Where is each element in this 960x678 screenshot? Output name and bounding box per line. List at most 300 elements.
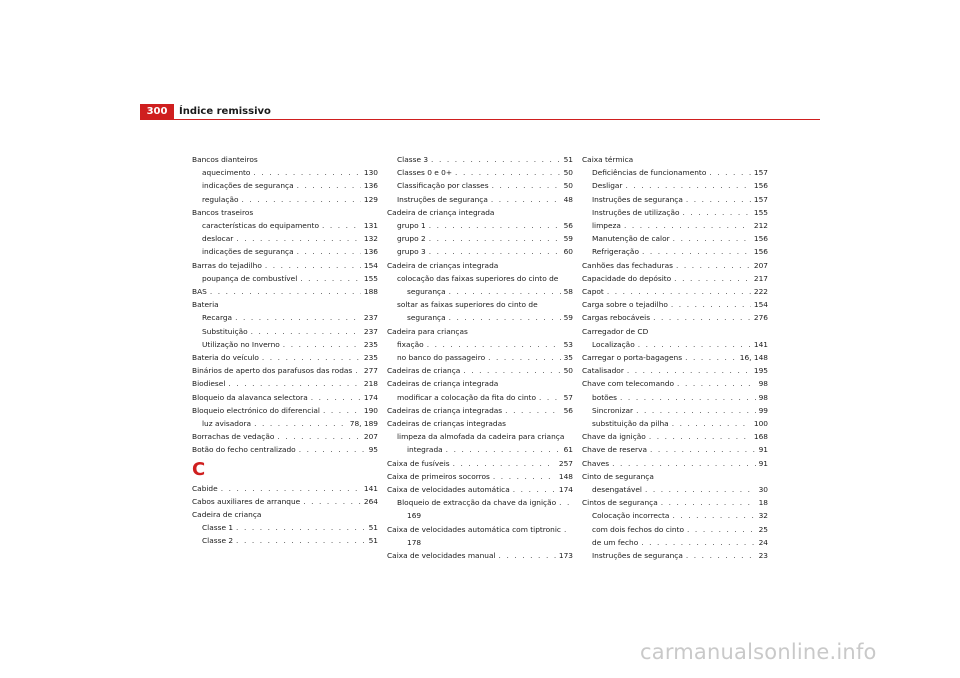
leader-dots bbox=[431, 153, 561, 166]
entry-page: 130 bbox=[363, 168, 378, 178]
index-entry bbox=[192, 391, 378, 404]
index-entry bbox=[582, 377, 768, 390]
entry-text: limpeza bbox=[592, 221, 621, 231]
entry-page: 136 bbox=[363, 247, 378, 257]
index-subentry bbox=[387, 443, 573, 456]
entry-page: 276 bbox=[753, 313, 768, 323]
entry-page: 56 bbox=[563, 221, 573, 231]
leader-dots bbox=[299, 443, 366, 456]
index-entry bbox=[192, 285, 378, 298]
entry-page: 30 bbox=[758, 485, 768, 495]
entry-page: 61 bbox=[563, 445, 573, 455]
leader-dots bbox=[429, 245, 561, 258]
index-subentry bbox=[582, 417, 768, 430]
leader-dots bbox=[636, 404, 756, 417]
entry-page: 157 bbox=[753, 168, 768, 178]
entry-text: Catalisador bbox=[582, 366, 624, 376]
entry-page: 156 bbox=[753, 181, 768, 191]
entry-page: 154 bbox=[363, 260, 378, 270]
leader-dots bbox=[311, 391, 361, 404]
entry-text: Colocação incorrecta bbox=[592, 511, 670, 521]
leader-dots bbox=[564, 523, 570, 536]
entry-text: limpeza da almofada da cadeira para criança bbox=[397, 432, 565, 442]
entry-page: 100 bbox=[753, 419, 768, 429]
index-subentry bbox=[387, 245, 573, 258]
index-subentry bbox=[192, 193, 378, 206]
entry-text: Localização bbox=[592, 339, 635, 349]
index-entry bbox=[192, 351, 378, 364]
index-subentry bbox=[582, 338, 768, 351]
index-entry bbox=[387, 470, 573, 483]
entry-page: 50 bbox=[563, 168, 573, 178]
entry-text: Substituição bbox=[202, 326, 248, 336]
leader-dots bbox=[323, 404, 361, 417]
entry-text: Chave de reserva bbox=[582, 445, 647, 455]
entry-page: 59 bbox=[563, 313, 573, 323]
entry-text: Refrigeração bbox=[592, 247, 639, 257]
entry-text: com dois fechos do cinto bbox=[592, 524, 685, 534]
index-subentry bbox=[387, 430, 573, 443]
leader-dots bbox=[645, 483, 756, 496]
leader-dots bbox=[513, 483, 556, 496]
entry-text: Cadeira de crianças integrada bbox=[387, 260, 499, 270]
index-subentry bbox=[582, 179, 768, 192]
entry-text: Carregar o porta-bagagens bbox=[582, 353, 683, 363]
index-entry bbox=[192, 508, 378, 521]
index-entry bbox=[582, 325, 768, 338]
index-subentry bbox=[582, 219, 768, 232]
entry-page: 78, 189 bbox=[349, 419, 378, 429]
index-entry bbox=[192, 482, 378, 495]
index-subentry bbox=[582, 483, 768, 496]
entry-page: 50 bbox=[563, 181, 573, 191]
entry-text: grupo 3 bbox=[397, 247, 426, 257]
entry-text: poupança de combustível bbox=[202, 273, 298, 283]
entry-page: 50 bbox=[563, 366, 573, 376]
entry-text: Cintos de segurança bbox=[582, 498, 658, 508]
index-subentry bbox=[387, 219, 573, 232]
index-subentry bbox=[387, 311, 573, 324]
entry-page: 91 bbox=[758, 445, 768, 455]
entry-text: Classe 2 bbox=[202, 536, 234, 546]
entry-page: 141 bbox=[753, 339, 768, 349]
entry-text: Botão do fecho centralizado bbox=[192, 445, 296, 455]
index-entry bbox=[192, 206, 378, 219]
leader-dots bbox=[283, 338, 361, 351]
entry-page: 207 bbox=[753, 260, 768, 270]
page-title: Índice remissivo bbox=[179, 106, 271, 117]
leader-dots bbox=[676, 259, 751, 272]
entry-text: Cinto de segurança bbox=[582, 471, 654, 481]
leader-dots bbox=[300, 272, 361, 285]
entry-page: 35 bbox=[563, 353, 573, 363]
entry-page: 98 bbox=[758, 379, 768, 389]
entry-text: Instruções de segurança bbox=[592, 551, 683, 561]
index-entry bbox=[582, 364, 768, 377]
leader-dots bbox=[641, 536, 755, 549]
index-subentry bbox=[582, 549, 768, 562]
entry-text: Bloqueio electrónico do diferencial bbox=[192, 405, 320, 415]
leader-dots bbox=[673, 232, 751, 245]
index-subentry bbox=[387, 285, 573, 298]
index-subentry bbox=[387, 509, 573, 522]
entry-text: integrada bbox=[407, 445, 443, 455]
leader-dots bbox=[649, 430, 751, 443]
entry-text: colocação das faixas superiores do cinto de bbox=[397, 273, 559, 283]
entry-page: 218 bbox=[363, 379, 378, 389]
leader-dots bbox=[262, 351, 361, 364]
leader-dots bbox=[612, 457, 755, 470]
entry-page: 235 bbox=[363, 339, 378, 349]
index-subentry bbox=[582, 391, 768, 404]
index-subentry bbox=[192, 325, 378, 338]
index-subentry bbox=[387, 338, 573, 351]
entry-page: 156 bbox=[753, 247, 768, 257]
watermark: carmanualsonline.info bbox=[640, 640, 877, 664]
entry-text: modificar a colocação da fita do cinto bbox=[397, 392, 536, 402]
index-subentry bbox=[387, 193, 573, 206]
entry-text: Cargas rebocáveis bbox=[582, 313, 651, 323]
entry-text: Canhões das fechaduras bbox=[582, 260, 673, 270]
leader-dots bbox=[455, 166, 561, 179]
entry-text: soltar as faixas superiores do cinto de bbox=[397, 300, 538, 310]
entry-page: 148 bbox=[558, 471, 573, 481]
index-entry bbox=[387, 483, 573, 496]
index-subentry bbox=[387, 298, 573, 311]
leader-dots bbox=[683, 206, 751, 219]
entry-page: 129 bbox=[363, 194, 378, 204]
index-entry bbox=[582, 285, 768, 298]
entry-page: 141 bbox=[363, 483, 378, 493]
leader-dots bbox=[235, 311, 361, 324]
index-entry bbox=[387, 404, 573, 417]
entry-page: 277 bbox=[363, 366, 378, 376]
leader-dots bbox=[236, 232, 361, 245]
entry-page: 235 bbox=[363, 353, 378, 363]
entry-page: 59 bbox=[563, 234, 573, 244]
index-subentry bbox=[192, 245, 378, 258]
entry-text: Barras do tejadilho bbox=[192, 260, 262, 270]
leader-dots bbox=[303, 495, 361, 508]
entry-page: 32 bbox=[758, 511, 768, 521]
leader-dots bbox=[642, 245, 751, 258]
header-rule bbox=[140, 119, 820, 120]
leader-dots bbox=[653, 311, 751, 324]
leader-dots bbox=[677, 377, 756, 390]
entry-page: 155 bbox=[753, 207, 768, 217]
index-subentry bbox=[192, 311, 378, 324]
leader-dots bbox=[499, 549, 556, 562]
entry-text: Bloqueio de extracção da chave da ignição bbox=[397, 498, 557, 508]
index-entry bbox=[387, 206, 573, 219]
index-subentry bbox=[387, 351, 573, 364]
index-entry bbox=[582, 153, 768, 166]
entry-text: Classificação por classes bbox=[397, 181, 489, 191]
entry-text: deslocar bbox=[202, 234, 234, 244]
index-entry bbox=[387, 325, 573, 338]
leader-dots bbox=[661, 496, 756, 509]
index-entry bbox=[387, 377, 573, 390]
leader-dots bbox=[687, 523, 756, 536]
entry-text: no banco do passageiro bbox=[397, 353, 486, 363]
entry-text: Classe 3 bbox=[397, 155, 429, 164]
entry-page: 51 bbox=[368, 523, 378, 533]
leader-dots bbox=[355, 364, 361, 377]
entry-text: Utilização no Inverno bbox=[202, 339, 280, 349]
leader-dots bbox=[624, 219, 751, 232]
index-entry bbox=[192, 364, 378, 377]
entry-page: 18 bbox=[758, 498, 768, 508]
leader-dots bbox=[236, 534, 366, 547]
leader-dots bbox=[671, 298, 751, 311]
index-subentry bbox=[387, 272, 573, 285]
index-entry bbox=[387, 259, 573, 272]
index-subentry bbox=[582, 206, 768, 219]
entry-text: Chaves bbox=[582, 458, 610, 468]
entry-text: Capacidade do depósito bbox=[582, 273, 672, 283]
entry-text: Caixa de velocidades automática bbox=[387, 485, 510, 495]
leader-dots bbox=[672, 509, 755, 522]
entry-page: 217 bbox=[753, 273, 768, 283]
entry-text: segurança bbox=[407, 313, 446, 323]
entry-text: 178 bbox=[407, 537, 422, 547]
entry-text: aquecimento bbox=[202, 168, 251, 178]
entry-text: Bateria bbox=[192, 300, 219, 310]
page-number: 300 bbox=[140, 104, 174, 119]
entry-page: 222 bbox=[753, 287, 768, 297]
index-entry bbox=[582, 470, 768, 483]
leader-dots bbox=[277, 430, 361, 443]
index-entry bbox=[582, 259, 768, 272]
leader-dots bbox=[686, 549, 756, 562]
index-subentry bbox=[192, 232, 378, 245]
index-subentry bbox=[192, 272, 378, 285]
entry-text: segurança bbox=[407, 287, 446, 297]
entry-page: 264 bbox=[363, 496, 378, 506]
entry-text: indicações de segurança bbox=[202, 247, 294, 257]
leader-dots bbox=[625, 179, 750, 192]
entry-text: Bancos dianteiros bbox=[192, 155, 258, 164]
entry-text: Cadeiras de criança bbox=[387, 366, 461, 376]
entry-text: desengatável bbox=[592, 485, 642, 495]
entry-text: Borrachas de vedação bbox=[192, 432, 275, 442]
index-entry bbox=[387, 549, 573, 562]
index-subentry bbox=[582, 232, 768, 245]
entry-text: substituição da pilha bbox=[592, 419, 669, 429]
leader-dots bbox=[429, 219, 561, 232]
index-entry bbox=[192, 443, 378, 456]
entry-page: 24 bbox=[758, 537, 768, 547]
entry-page: 237 bbox=[363, 313, 378, 323]
entry-text: Bloqueio da alavanca selectora bbox=[192, 392, 308, 402]
entry-page: 95 bbox=[368, 445, 378, 455]
entry-text: Cabos auxiliares de arranque bbox=[192, 496, 301, 506]
entry-page: 156 bbox=[753, 234, 768, 244]
index-subentry bbox=[192, 219, 378, 232]
leader-dots bbox=[709, 166, 751, 179]
leader-dots bbox=[539, 391, 561, 404]
entry-page: 51 bbox=[563, 155, 573, 164]
entry-page: 136 bbox=[363, 181, 378, 191]
index-entry bbox=[582, 457, 768, 470]
entry-text: Chave com telecomando bbox=[582, 379, 675, 389]
index-entry bbox=[387, 417, 573, 430]
entry-page: 154 bbox=[753, 300, 768, 310]
entry-text: Cadeira de criança bbox=[192, 510, 262, 520]
leader-dots bbox=[242, 193, 361, 206]
index-subentry bbox=[387, 496, 573, 509]
index-subentry bbox=[582, 523, 768, 536]
index-entry bbox=[582, 272, 768, 285]
entry-page: 98 bbox=[758, 392, 768, 402]
index-entry bbox=[192, 153, 378, 166]
entry-text: Chave da ignição bbox=[582, 432, 646, 442]
leader-dots bbox=[265, 259, 361, 272]
index-entry bbox=[582, 351, 768, 364]
index-subentry bbox=[387, 153, 573, 166]
leader-dots bbox=[453, 457, 556, 470]
entry-page: 16, 148 bbox=[739, 353, 768, 363]
leader-dots bbox=[236, 521, 366, 534]
entry-text: Caixa térmica bbox=[582, 155, 634, 164]
leader-dots bbox=[449, 311, 561, 324]
entry-text: características do equipamento bbox=[202, 221, 319, 231]
leader-dots bbox=[297, 245, 361, 258]
entry-text: Bancos traseiros bbox=[192, 207, 254, 217]
leader-dots bbox=[491, 193, 561, 206]
entry-text: Caixa de primeiros socorros bbox=[387, 471, 490, 481]
entry-text: BAS bbox=[192, 287, 207, 297]
entry-text: Manutenção de calor bbox=[592, 234, 670, 244]
index-entry bbox=[582, 443, 768, 456]
index-subentry bbox=[387, 232, 573, 245]
entry-text: Classes 0 e 0+ bbox=[397, 168, 453, 178]
entry-text: Caixa de fusíveis bbox=[387, 458, 450, 468]
entry-page: 190 bbox=[363, 405, 378, 415]
leader-dots bbox=[254, 417, 347, 430]
index-entry bbox=[387, 457, 573, 470]
leader-dots bbox=[297, 179, 361, 192]
leader-dots bbox=[322, 219, 361, 232]
index-subentry bbox=[192, 521, 378, 534]
leader-dots bbox=[559, 496, 570, 509]
entry-text: Caixa de velocidades automática com tiptronic bbox=[387, 524, 561, 534]
entry-text: de um fecho bbox=[592, 537, 639, 547]
index-entry bbox=[192, 404, 378, 417]
leader-dots bbox=[492, 179, 561, 192]
index-entry bbox=[582, 311, 768, 324]
entry-page: 174 bbox=[363, 392, 378, 402]
index-subentry bbox=[387, 166, 573, 179]
index-subentry bbox=[582, 404, 768, 417]
leader-dots bbox=[488, 351, 560, 364]
entry-text: Instruções de segurança bbox=[397, 194, 488, 204]
entry-text: Cadeira para crianças bbox=[387, 326, 468, 336]
entry-page: 60 bbox=[563, 247, 573, 257]
entry-page: 25 bbox=[758, 524, 768, 534]
entry-text: Biodiesel bbox=[192, 379, 226, 389]
entry-text: luz avisadora bbox=[202, 419, 252, 429]
leader-dots bbox=[446, 443, 561, 456]
entry-page: 207 bbox=[363, 432, 378, 442]
leader-dots bbox=[210, 285, 361, 298]
entry-text: Caixa de velocidades manual bbox=[387, 551, 496, 561]
entry-text: Cadeira de criança integrada bbox=[387, 207, 495, 217]
entry-text: Instruções de utilização bbox=[592, 207, 680, 217]
index-column-2 bbox=[387, 153, 573, 562]
index-entry bbox=[582, 496, 768, 509]
entry-text: grupo 1 bbox=[397, 221, 426, 231]
index-column-1 bbox=[192, 153, 378, 548]
entry-page: 168 bbox=[753, 432, 768, 442]
index-subentry bbox=[192, 166, 378, 179]
index-entry bbox=[582, 298, 768, 311]
index-subentry bbox=[192, 417, 378, 430]
entry-page: 132 bbox=[363, 234, 378, 244]
entry-text: Recarga bbox=[202, 313, 233, 323]
entry-text: Cabide bbox=[192, 483, 218, 493]
entry-page: 237 bbox=[363, 326, 378, 336]
leader-dots bbox=[607, 285, 751, 298]
index-subentry bbox=[582, 509, 768, 522]
index-entry bbox=[192, 259, 378, 272]
entry-page: 155 bbox=[363, 273, 378, 283]
entry-page: 157 bbox=[753, 194, 768, 204]
index-entry bbox=[192, 298, 378, 311]
index-subentry bbox=[582, 245, 768, 258]
index-subentry bbox=[387, 179, 573, 192]
entry-text: Cadeiras de crianças integradas bbox=[387, 419, 507, 429]
entry-text: Cadeiras de criança integrada bbox=[387, 379, 499, 389]
entry-page: 131 bbox=[363, 221, 378, 231]
leader-dots bbox=[686, 193, 751, 206]
entry-text: botões bbox=[592, 392, 618, 402]
index-entry bbox=[582, 430, 768, 443]
entry-page: 174 bbox=[558, 485, 573, 495]
entry-text: Deficiências de funcionamento bbox=[592, 168, 707, 178]
leader-dots bbox=[427, 338, 561, 351]
leader-dots bbox=[228, 377, 361, 390]
index-subentry bbox=[192, 179, 378, 192]
entry-page: 48 bbox=[563, 194, 573, 204]
entry-text: Carga sobre o tejadilho bbox=[582, 300, 668, 310]
leader-dots bbox=[251, 325, 361, 338]
entry-text: Instruções de segurança bbox=[592, 194, 683, 204]
index-column-3 bbox=[582, 153, 768, 562]
leader-dots bbox=[253, 166, 360, 179]
entry-page: 23 bbox=[758, 551, 768, 561]
index-entry bbox=[192, 430, 378, 443]
leader-dots bbox=[463, 364, 560, 377]
leader-dots bbox=[650, 443, 756, 456]
index-subentry bbox=[582, 193, 768, 206]
entry-text: Sincronizar bbox=[592, 405, 634, 415]
entry-page: 56 bbox=[563, 405, 573, 415]
leader-dots bbox=[221, 482, 361, 495]
index-subentry bbox=[192, 338, 378, 351]
index-entry bbox=[192, 495, 378, 508]
leader-dots bbox=[674, 272, 751, 285]
entry-page: 57 bbox=[563, 392, 573, 402]
entry-text: 169 bbox=[407, 511, 422, 521]
index-subentry bbox=[387, 536, 573, 549]
entry-text: indicações de segurança bbox=[202, 181, 294, 191]
entry-page: 195 bbox=[753, 366, 768, 376]
entry-text: Binários de aperto dos parafusos das rodas bbox=[192, 366, 353, 376]
leader-dots bbox=[627, 364, 751, 377]
leader-dots bbox=[429, 232, 561, 245]
entry-text: Bateria do veículo bbox=[192, 353, 259, 363]
